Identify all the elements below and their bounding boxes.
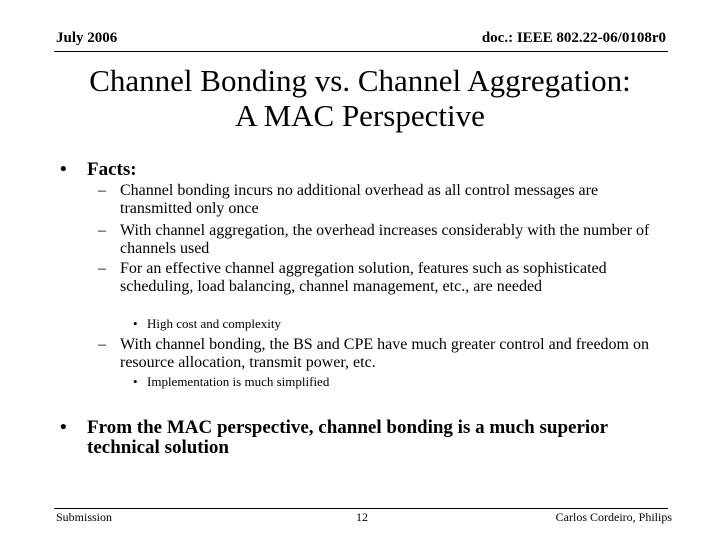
dot-icon: • bbox=[133, 374, 138, 389]
footer-submission: Submission bbox=[56, 510, 113, 524]
footer-page-number: 12 bbox=[356, 510, 368, 524]
facts-heading: Facts: bbox=[87, 159, 137, 180]
fact-sub-item bbox=[133, 316, 281, 331]
dot-icon: • bbox=[133, 316, 138, 331]
bullet-icon: • bbox=[60, 417, 67, 438]
facts-bullet bbox=[60, 159, 137, 180]
conclusion-text: From the MAC perspective, channel bonding is a much superior technical solution bbox=[87, 417, 608, 458]
footer-author: Carlos Cordeiro, Philips bbox=[555, 510, 672, 524]
fact-item bbox=[98, 222, 660, 258]
fact-sub-text: High cost and complexity bbox=[147, 316, 281, 331]
bullet-icon: • bbox=[60, 159, 67, 180]
header-date: July 2006 bbox=[56, 30, 118, 46]
dash-icon: – bbox=[98, 260, 106, 277]
fact-sub-item bbox=[133, 374, 330, 389]
fact-text: Channel bonding incurs no additional overhead as all control messages are transmitted only once bbox=[120, 182, 599, 217]
footer-rule bbox=[54, 508, 668, 509]
fact-text: With channel bonding, the BS and CPE have much greater control and freedom on resource allocation, transmit power, etc. bbox=[120, 336, 649, 371]
fact-item bbox=[98, 260, 660, 296]
fact-item bbox=[98, 182, 660, 218]
fact-text: With channel aggregation, the overhead increases considerably with the number of channels used bbox=[120, 222, 650, 257]
fact-text: For an effective channel aggregation solution, features such as sophisticated scheduling, load balancing, channel management, etc., are needed bbox=[120, 260, 607, 295]
conclusion-bullet bbox=[60, 417, 647, 458]
fact-item bbox=[98, 336, 660, 372]
dash-icon: – bbox=[98, 336, 106, 353]
header-rule bbox=[54, 51, 668, 52]
dash-icon: – bbox=[98, 222, 106, 239]
fact-sub-text: Implementation is much simplified bbox=[147, 374, 330, 389]
slide-title-line-2: A MAC Perspective bbox=[235, 98, 485, 133]
dash-icon: – bbox=[98, 182, 106, 199]
slide-title bbox=[0, 63, 720, 133]
header-doc-id: doc.: IEEE 802.22-06/0108r0 bbox=[481, 30, 666, 46]
slide-title-line-1: Channel Bonding vs. Channel Aggregation: bbox=[89, 63, 631, 98]
